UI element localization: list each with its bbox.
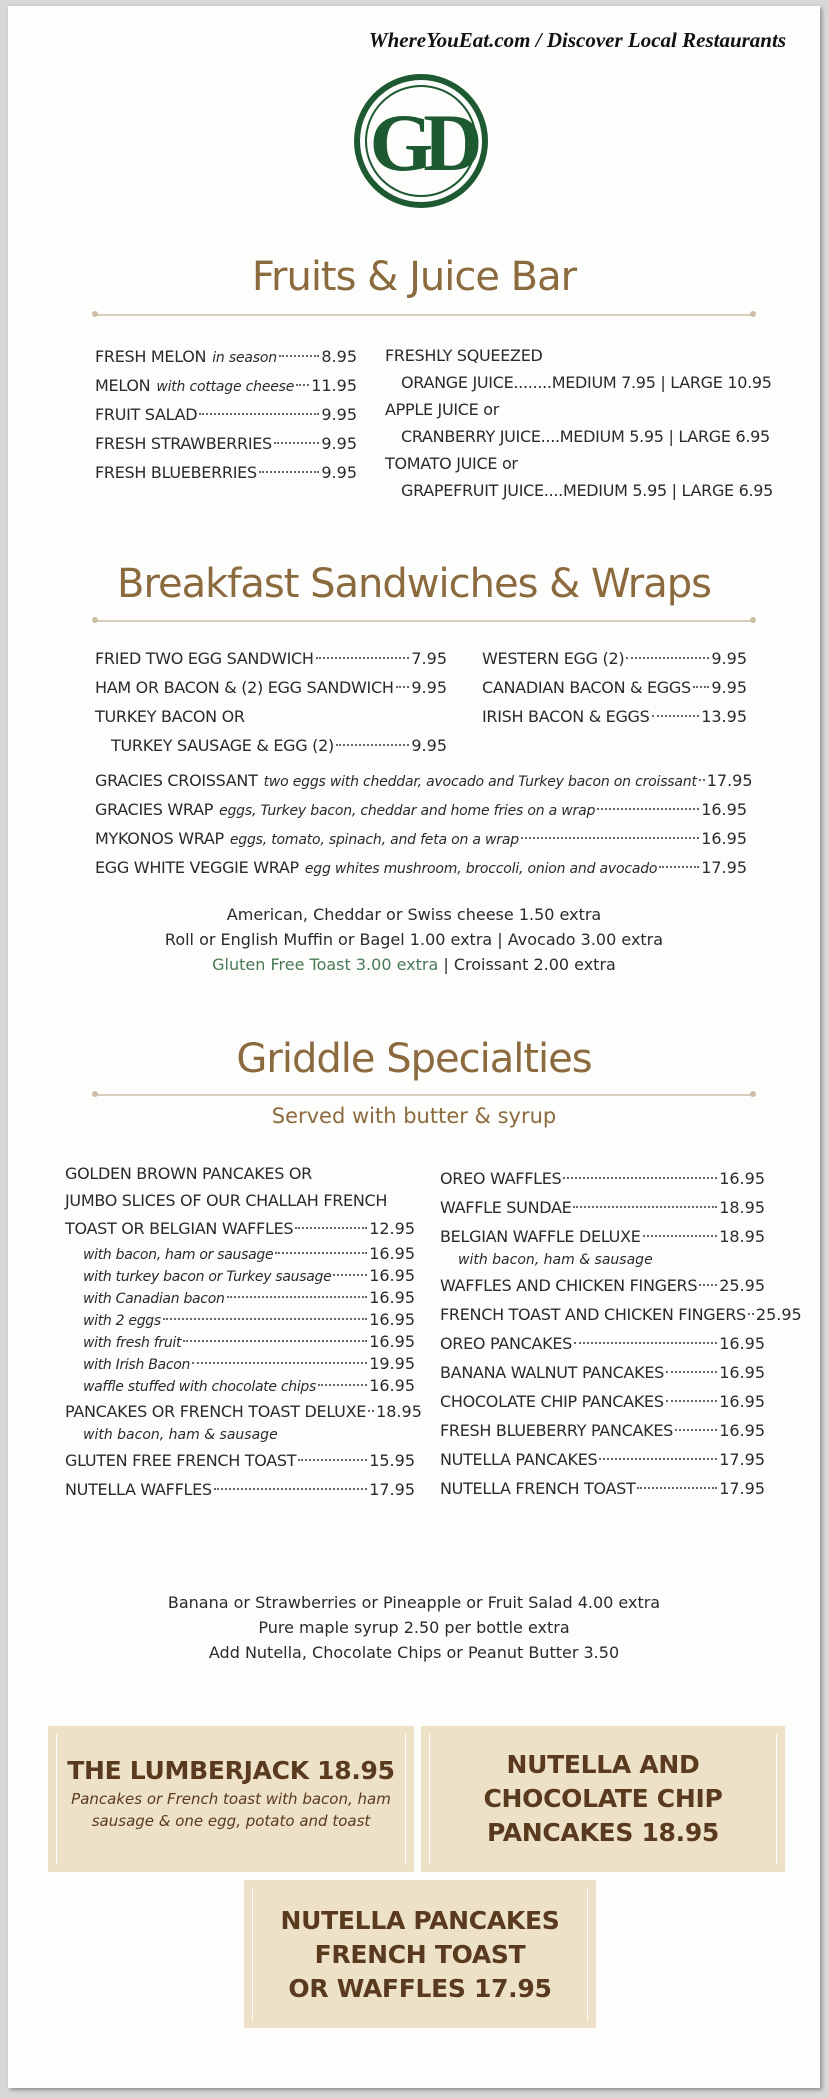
- menu-item: [65, 1309, 415, 1331]
- menu-line: JUMBO SLICES OF OUR CHALLAH FRENCH: [65, 1191, 388, 1210]
- dot-leader: [643, 1235, 718, 1237]
- item-name: FRIED TWO EGG SANDWICH: [95, 649, 314, 668]
- menu-line: GOLDEN BROWN PANCAKES OR: [65, 1164, 312, 1183]
- item-price: 16.95: [369, 1244, 415, 1263]
- special-title: THE LUMBERJACK 18.95: [67, 1756, 395, 1785]
- menu-item: [65, 1353, 415, 1375]
- item-note: with bacon, ham & sausage: [83, 1427, 278, 1443]
- item-price: 16.95: [369, 1310, 415, 1329]
- juice-line: FRESHLY SQUEEZED: [385, 346, 543, 365]
- menu-item: [95, 795, 747, 824]
- dot-leader: [675, 1429, 717, 1431]
- menu-item: [65, 1446, 415, 1475]
- lumberjack-special: [48, 1726, 414, 1872]
- item-price: 8.95: [321, 347, 357, 366]
- item-name: NUTELLA FRENCH TOAST: [440, 1479, 636, 1498]
- dot-leader: [163, 1318, 367, 1320]
- griddle-extras: [8, 1590, 820, 1665]
- dot-leader: [597, 808, 699, 810]
- item-name: WAFFLES AND CHICKEN FINGERS: [440, 1276, 698, 1295]
- site-banner[interactable]: WhereYouEat.com / Discover Local Restaurants: [368, 28, 786, 52]
- juice-line: APPLE JUICE or: [385, 400, 500, 419]
- item-price: 9.95: [321, 405, 357, 424]
- extras-line: Add Nutella, Chocolate Chips or Peanut Butter 3.50: [208, 1643, 620, 1662]
- item-name: OREO WAFFLES: [440, 1169, 562, 1188]
- item-name: FRESH MELON: [95, 347, 207, 366]
- menu-item: [440, 1300, 802, 1329]
- item-name: GLUTEN FREE FRENCH TOAST: [65, 1451, 297, 1470]
- dot-leader: [659, 866, 699, 868]
- special-desc: Pancakes or French toast with bacon, ham: [71, 1790, 391, 1808]
- box-frame: [252, 1888, 588, 2020]
- dot-leader: [599, 1458, 717, 1460]
- item-name: GRACIES CROISSANT: [95, 771, 258, 790]
- breakfast-left-column: [95, 644, 447, 760]
- item-name: with bacon, ham or sausage: [83, 1247, 274, 1263]
- item-price: 16.95: [719, 1392, 765, 1411]
- juice-line: ORANGE JUICE........MEDIUM 7.95 | LARGE 10.95: [401, 373, 772, 392]
- menu-item: [95, 342, 357, 371]
- menu-item: [440, 1445, 765, 1474]
- dot-leader: [318, 1384, 367, 1386]
- menu-item: [95, 429, 357, 458]
- menu-item: [95, 853, 747, 882]
- item-price: 17.95: [719, 1450, 765, 1469]
- menu-item: [482, 644, 747, 673]
- griddle-subtitle: Served with butter & syrup: [271, 1104, 557, 1128]
- juice-line: GRAPEFRUIT JUICE....MEDIUM 5.95 | LARGE 6.95: [401, 481, 774, 500]
- dot-leader: [296, 384, 309, 386]
- menu-item: [65, 1214, 415, 1243]
- dot-leader: [274, 442, 319, 444]
- restaurant-logo: [352, 72, 490, 210]
- item-name: WESTERN EGG (2): [482, 649, 625, 668]
- item-price: 9.95: [321, 463, 357, 482]
- menu-item: [440, 1164, 765, 1193]
- item-name: waffle stuffed with chocolate chips: [83, 1379, 317, 1395]
- dot-leader: [699, 1284, 717, 1286]
- item-name: HAM OR BACON & (2) EGG SANDWICH: [95, 678, 394, 697]
- item-price: 18.95: [719, 1198, 765, 1217]
- gluten-free-note: Gluten Free Toast 3.00 extra: [212, 955, 439, 974]
- menu-item: [440, 1193, 765, 1222]
- dot-leader: [626, 657, 709, 659]
- dot-leader: [336, 744, 409, 746]
- item-name: with turkey bacon or Turkey sausage: [83, 1269, 332, 1285]
- menu-item: [440, 1222, 765, 1251]
- extras-line: Roll or English Muffin or Bagel 1.00 extra | Avocado 3.00 extra: [164, 930, 664, 949]
- menu-item: [440, 1358, 765, 1387]
- extras-line: Pure maple syrup 2.50 per bottle extra: [258, 1618, 570, 1637]
- nutella-chocolate-special: [421, 1726, 785, 1872]
- item-name: FRESH STRAWBERRIES: [95, 434, 272, 453]
- item-name: FRENCH TOAST AND CHICKEN FINGERS: [440, 1305, 746, 1324]
- menu-item: [95, 644, 447, 673]
- item-name: PANCAKES OR FRENCH TOAST DELUXE: [65, 1402, 367, 1421]
- menu-item: [95, 458, 357, 487]
- item-price: 12.95: [369, 1219, 415, 1238]
- fruits-right-column: [385, 342, 775, 504]
- item-name: NUTELLA PANCAKES: [440, 1450, 598, 1469]
- fruits-left-column: [95, 342, 357, 487]
- logo-text: GD: [369, 97, 473, 188]
- menu-item: [440, 1474, 765, 1503]
- dot-leader: [574, 1342, 717, 1344]
- dot-leader: [275, 1252, 367, 1254]
- menu-item: [95, 371, 357, 400]
- dot-leader: [227, 1296, 368, 1298]
- griddle-right-column: [440, 1164, 802, 1503]
- special-line: NUTELLA AND: [506, 1750, 700, 1779]
- item-price: 17.95: [719, 1479, 765, 1498]
- special-desc: sausage & one egg, potato and toast: [91, 1812, 371, 1830]
- nutella-combo-special: [244, 1880, 596, 2028]
- item-price: 13.95: [701, 707, 747, 726]
- menu-item: [65, 1331, 415, 1353]
- menu-item: [440, 1329, 765, 1358]
- dot-leader: [368, 1410, 374, 1412]
- item-price: 11.95: [311, 376, 357, 395]
- item-price: 16.95: [369, 1332, 415, 1351]
- item-price: 9.95: [711, 649, 747, 668]
- box-frame: [56, 1734, 406, 1864]
- item-desc: eggs, tomato, spinach, and feta on a wrap: [229, 832, 519, 848]
- item-name: EGG WHITE VEGGIE WRAP: [95, 858, 299, 877]
- item-name: BELGIAN WAFFLE DELUXE: [440, 1227, 641, 1246]
- item-name: TOAST OR BELGIAN WAFFLES: [65, 1219, 294, 1238]
- menu-item: [95, 824, 747, 853]
- dot-leader: [295, 1227, 367, 1229]
- item-name: MELON: [95, 376, 151, 395]
- griddle-left-column: [65, 1160, 422, 1504]
- item-price: 17.95: [701, 858, 747, 877]
- item-price: 16.95: [701, 800, 747, 819]
- special-line: CHOCOLATE CHIP: [483, 1784, 723, 1813]
- breakfast-extras: [8, 902, 820, 977]
- item-price: 18.95: [719, 1227, 765, 1246]
- menu-item: [65, 1475, 415, 1504]
- item-price: 7.95: [411, 649, 447, 668]
- menu-item: [65, 1375, 415, 1397]
- item-price: 17.95: [706, 771, 753, 790]
- divider: [95, 314, 753, 316]
- item-desc: egg whites mushroom, broccoli, onion and avocado: [304, 861, 658, 877]
- item-name: WAFFLE SUNDAE: [440, 1198, 572, 1217]
- dot-leader: [199, 413, 319, 415]
- breakfast-wraps-list: [95, 766, 753, 882]
- item-name: CHOCOLATE CHIP PANCAKES: [440, 1392, 664, 1411]
- dot-leader: [259, 471, 320, 473]
- item-price: 9.95: [711, 678, 747, 697]
- item-name: NUTELLA WAFFLES: [65, 1480, 212, 1499]
- dot-leader: [521, 837, 699, 839]
- dot-leader: [298, 1459, 367, 1461]
- menu-item: [65, 1243, 415, 1265]
- item-price: 9.95: [411, 736, 447, 755]
- dot-leader: [699, 779, 705, 781]
- item-name: TURKEY BACON OR: [95, 707, 245, 726]
- item-desc: eggs, Turkey bacon, cheddar and home fries on a wrap: [219, 803, 596, 819]
- item-name: MYKONOS WRAP: [95, 829, 224, 848]
- item-name: with fresh fruit: [83, 1335, 182, 1351]
- item-price: 17.95: [369, 1480, 415, 1499]
- menu-page: [8, 6, 820, 2088]
- item-price: 16.95: [719, 1334, 765, 1353]
- item-price: 16.95: [369, 1376, 415, 1395]
- item-price: 19.95: [369, 1354, 415, 1373]
- item-price: 18.95: [376, 1402, 422, 1421]
- dot-leader: [666, 1371, 717, 1373]
- item-note: with bacon, ham & sausage: [458, 1252, 653, 1268]
- item-price: 25.95: [719, 1276, 765, 1295]
- divider: [95, 620, 753, 622]
- special-line: PANCAKES 18.95: [486, 1818, 720, 1847]
- dot-leader: [573, 1206, 717, 1208]
- dot-leader: [396, 686, 410, 688]
- menu-item: [482, 673, 747, 702]
- extras-line: American, Cheddar or Swiss cheese 1.50 extra: [226, 905, 602, 924]
- item-name: OREO PANCAKES: [440, 1334, 573, 1353]
- item-name: with Irish Bacon: [83, 1357, 191, 1373]
- box-frame: [429, 1734, 777, 1864]
- item-name: FRUIT SALAD: [95, 405, 198, 424]
- item-desc: in season: [212, 350, 277, 366]
- dot-leader: [693, 686, 710, 688]
- menu-item: [95, 400, 357, 429]
- menu-item: [65, 1397, 422, 1426]
- item-name: GRACIES WRAP: [95, 800, 214, 819]
- special-line: OR WAFFLES 17.95: [288, 1974, 552, 2003]
- dot-leader: [333, 1274, 367, 1276]
- juice-line: CRANBERRY JUICE....MEDIUM 5.95 | LARGE 6.95: [401, 427, 770, 446]
- menu-item: [95, 766, 753, 795]
- breakfast-title: Breakfast Sandwiches & Wraps: [117, 561, 711, 607]
- extras-line: Banana or Strawberries or Pineapple or Fruit Salad 4.00 extra: [167, 1593, 661, 1612]
- menu-item: [65, 1287, 415, 1309]
- item-name: with 2 eggs: [83, 1313, 161, 1329]
- item-name: with Canadian bacon: [83, 1291, 225, 1307]
- menu-item: [95, 702, 447, 731]
- extras-line: Gluten Free Toast 3.00 extra | Croissant 2.00 extra: [212, 955, 616, 974]
- dot-leader: [563, 1177, 717, 1179]
- item-price: 9.95: [321, 434, 357, 453]
- item-name: BANANA WALNUT PANCAKES: [440, 1363, 664, 1382]
- item-price: 15.95: [369, 1451, 415, 1470]
- menu-item: [440, 1416, 765, 1445]
- dot-leader: [214, 1488, 367, 1490]
- menu-item: [440, 1387, 765, 1416]
- dot-leader: [316, 657, 410, 659]
- item-price: 9.95: [411, 678, 447, 697]
- dot-leader: [637, 1487, 717, 1489]
- dot-leader: [192, 1362, 367, 1364]
- item-name: CANADIAN BACON & EGGS: [482, 678, 691, 697]
- dot-leader: [666, 1400, 718, 1402]
- dot-leader: [652, 715, 700, 717]
- item-price: 16.95: [719, 1169, 765, 1188]
- item-desc: with cottage cheese: [156, 379, 295, 395]
- item-name: FRESH BLUEBERRIES: [95, 463, 257, 482]
- special-line: NUTELLA PANCAKES: [280, 1906, 560, 1935]
- menu-item: [440, 1271, 765, 1300]
- item-name: TURKEY SAUSAGE & EGG (2): [111, 736, 334, 755]
- menu-item: [482, 702, 747, 731]
- item-price: 16.95: [701, 829, 747, 848]
- dot-leader: [748, 1313, 754, 1315]
- breakfast-right-column: [482, 644, 747, 731]
- dot-leader: [183, 1340, 367, 1342]
- griddle-title: Griddle Specialties: [236, 1036, 592, 1082]
- item-name: IRISH BACON & EGGS: [482, 707, 650, 726]
- divider: [95, 1094, 753, 1096]
- item-price: 25.95: [755, 1305, 802, 1324]
- item-price: 16.95: [369, 1266, 415, 1285]
- menu-item: [65, 1265, 415, 1287]
- dot-leader: [279, 355, 320, 357]
- item-price: 16.95: [369, 1288, 415, 1307]
- special-line: FRENCH TOAST: [314, 1940, 526, 1969]
- menu-item: [95, 673, 447, 702]
- item-name: FRESH BLUEBERRY PANCAKES: [440, 1421, 673, 1440]
- juice-line: TOMATO JUICE or: [385, 454, 518, 473]
- item-price: 16.95: [719, 1363, 765, 1382]
- menu-item: [95, 731, 447, 760]
- item-desc: two eggs with cheddar, avocado and Turkey bacon on croissant: [263, 774, 697, 790]
- item-price: 16.95: [719, 1421, 765, 1440]
- fruits-title: Fruits & Juice Bar: [251, 254, 577, 300]
